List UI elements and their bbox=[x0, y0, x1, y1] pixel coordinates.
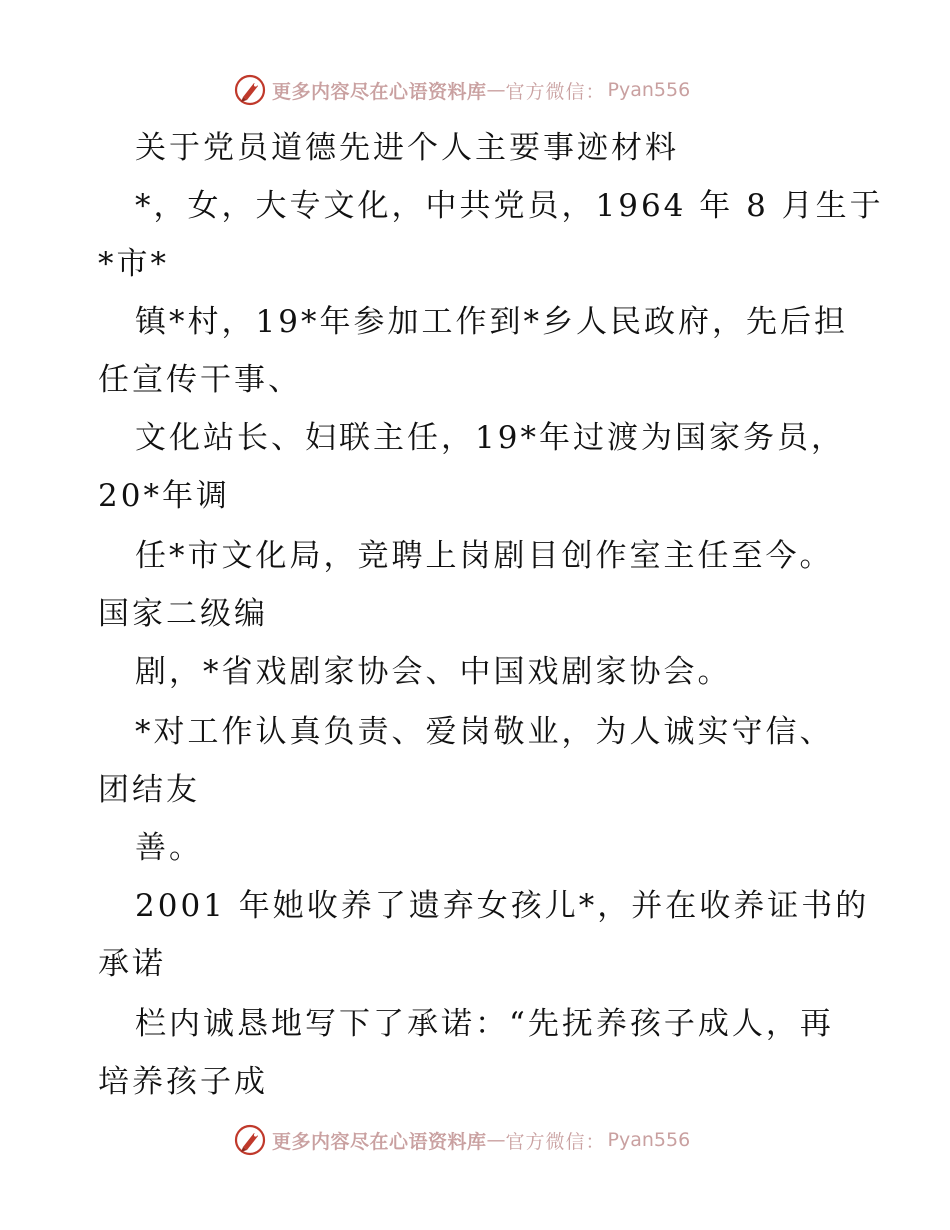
paragraph-line: 20*年调 bbox=[98, 478, 230, 514]
paragraph-line: 剧，*省戏剧家协会、中国戏剧家协会。 bbox=[135, 654, 732, 690]
watermark-promo-text: 更多内容尽在心语资料库 bbox=[272, 1130, 487, 1153]
footer-watermark bbox=[234, 1120, 690, 1160]
watermark-wechat-id: Pyan556 bbox=[607, 79, 691, 101]
watermark-wechat-label: 官方微信： bbox=[505, 1130, 606, 1153]
paragraph-line: 栏内诚恳地写下了承诺：“先抚养孩子成人，再 bbox=[135, 1006, 834, 1042]
header-watermark bbox=[234, 70, 690, 110]
paragraph-line: *市* bbox=[98, 246, 169, 282]
pen-logo-icon bbox=[234, 74, 266, 106]
watermark-dash: — bbox=[486, 79, 506, 101]
paragraph-line: 国家二级编 bbox=[98, 596, 268, 632]
paragraph-line: *，女，大专文化，中共党员，1964 年 8 月生于 bbox=[135, 188, 884, 224]
watermark-promo-text: 更多内容尽在心语资料库 bbox=[272, 80, 487, 103]
watermark-wechat-label: 官方微信： bbox=[505, 80, 606, 103]
paragraph-line: 团结友 bbox=[98, 772, 200, 808]
paragraph-line: *对工作认真负责、爱岗敬业，为人诚实守信、 bbox=[135, 714, 834, 750]
paragraph-line: 任*市文化局，竞聘上岗剧目创作室主任至今。 bbox=[135, 538, 834, 574]
paragraph-line: 善。 bbox=[135, 830, 203, 866]
watermark-wechat-id: Pyan556 bbox=[607, 1129, 691, 1151]
paragraph-line: 镇*村，19*年参加工作到*乡人民政府，先后担 bbox=[135, 304, 848, 340]
paragraph-line: 培养孩子成 bbox=[98, 1064, 268, 1100]
paragraph-line: 2001 年她收养了遗弃女孩儿*，并在收养证书的 bbox=[135, 888, 870, 924]
watermark-dash: — bbox=[486, 1129, 506, 1151]
pen-logo-icon bbox=[234, 1124, 266, 1156]
paragraph-line: 任宣传干事、 bbox=[98, 362, 302, 398]
paragraph-line: 文化站长、妇联主任，19*年过渡为国家务员， bbox=[135, 420, 845, 456]
document-title: 关于党员道德先进个人主要事迹材料 bbox=[135, 130, 679, 166]
paragraph-line: 承诺 bbox=[98, 946, 166, 982]
